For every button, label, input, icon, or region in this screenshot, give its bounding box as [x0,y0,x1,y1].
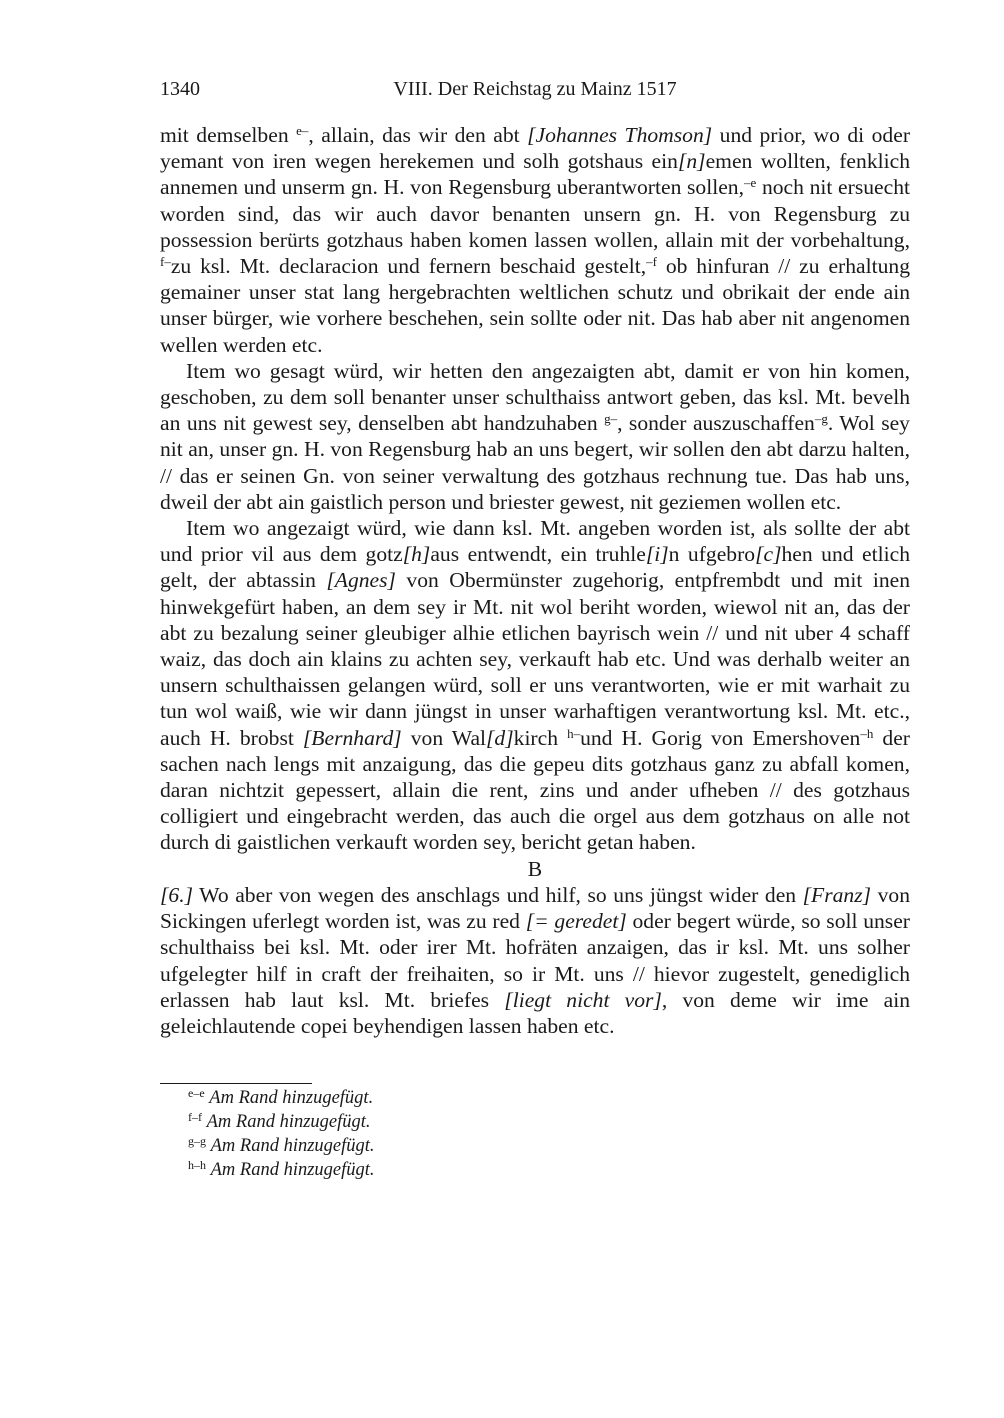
footnote-rule [160,1083,312,1084]
text-run: von Sickingen uferlegt worden ist, was zu red [160,882,910,934]
text-run: . Wol sey nit an, unser gn. H. von Regensburg hab an uns begert, wir sollen den abt darzu halten, // das er seinen Gn. von seiner verwaltung des gotzhaus rechnung tue. Das hab uns, dweil der abt ain gaistlich person und briester gewest, nit geziemen wollen etc. [160,411,910,514]
footnote-mark: g–g [188,1134,206,1149]
footnote [188,1110,910,1134]
text-run: Wo aber von wegen des anschlags und hilf, so uns jüngst wider den [193,882,803,907]
footnote [188,1158,910,1182]
editorial-insertion: [Agnes] [326,568,396,593]
paragraph [160,515,910,856]
editorial-insertion: [= geredet] [525,909,627,934]
text-run: von Wal [401,725,487,750]
text-run: , allain, das wir den abt [308,123,528,147]
footnote-reference: –g [814,411,828,427]
text-run: und prior, wo di oder yemant von iren wegen herekemen und solh gotshaus ein [160,123,911,174]
text-run: ob hinfuran // zu erhaltung gemainer unser stat lang hergebrachten weltlichen schutz und obrikait der ende ain unser bürger, wie vorhere beschehen, sein sollte oder nit. Das hab aber nit angenomen wellen werden etc. [160,254,910,357]
footnote-reference: –h [860,725,874,741]
footnote-text: Am Rand hinzugefügt. [209,1088,374,1109]
editorial-insertion: [n] [677,149,706,174]
text-run: aus entwendt, ein truhle [430,542,646,567]
paragraph [160,122,910,358]
editorial-insertion: [liegt nicht vor] [504,987,662,1012]
editorial-insertion: [Bernhard] [302,725,402,750]
text-run: mit demselben [160,123,297,147]
text-run: noch nit ersuecht worden sind, das wir auch davor benanten unsern gn. H. von Regensburg zu possession berürts gotzhaus haben komen lassen wollen, allain mit der vorbehaltung, [160,175,910,252]
editorial-insertion: [Franz] [802,882,872,907]
footnote [188,1086,910,1110]
footnote-reference: g– [604,411,618,427]
text-run: Item wo gesagt würd, wir hetten den angezaigten abt, damit er von hin komen, geschoben, zu dem soll benanter unser schulthaiss antwort geben, das ksl. Mt. bevelh an uns nit gewest sey, denselben abt handzuhaben [160,358,910,436]
text-run: kirch [513,725,568,750]
footnote-reference: –e [744,175,757,191]
editorial-insertion: [h] [402,542,431,567]
editorial-insertion: [6.] [160,882,194,907]
text-run: und H. Gorig von Emershoven [580,725,861,750]
text-run: , sonder auszuschaffen [617,411,815,436]
text-run: von Obermünster zugehorig, entpfrembdt und mit inen hinwekgefürt haben, an dem sey ir Mt. nit wol beriht worden, wiewol nit an, das der abt zu bezalung seiner gleubiger alhie etlichen bayrisch wein // und nit uber 4 schaff waiz, das doch ain klains zu achten sey, verkauft hab etc. Und was derhalb weiter an unsern schulthaissen gelangen würd, soll er uns verantworten, wie er mit warhait zu tun wol waiß, wie wir dann jüngst in unser warhaftigen verantwortung ksl. Mt. etc., auch H. brobst [160,568,910,750]
footnotes [160,1086,910,1182]
text-run: zu ksl. Mt. declaracion und fernern beschaid gestelt, [170,254,647,279]
editorial-insertion: [d] [486,725,514,750]
paragraph [160,358,910,515]
footnote [188,1134,910,1158]
text-run: oder begert würde, so soll unser schulthaiss bei ksl. Mt. oder irer Mt. hofräten anzaigen, das ir ksl. Mt. uns solher ufgelegter hilf in craft der freihaiten, so ir Mt. uns // hievor zugestelt, genediglich erlassen hab laut ksl. Mt. briefes [160,909,910,1012]
text-run: Item wo angezaigt würd, wie dann ksl. Mt. angeben worden ist, als sollte der abt und prior vil aus dem gotz [160,516,910,567]
editorial-insertion: [i] [645,542,669,567]
footnote-text: Am Rand hinzugefügt. [210,1160,375,1181]
text-run: emen wollten, fenklich annemen und unserm gn. H. von Regensburg uberantworten sollen, [160,149,910,200]
text-run: , von deme wir ime ain geleichlautende copei beyhendigen lassen haben etc. [160,987,910,1038]
editorial-insertion: [Johannes Thomson] [527,123,713,147]
footnote-text: Am Rand hinzugefügt. [206,1112,371,1133]
running-title: VIII. Der Reichstag zu Mainz 1517 [393,78,677,100]
text-run: der sachen nach lengs mit anzaigung, das die gepeu dits gotzhaus ganz zu abfall komen, daran nichtzit gepessert, allain die rent, zins und ander ufheben // des gotzhaus colligiert und eingebracht werden, das auch die orgel aus dem gotzhaus on alle not durch di gaistlichen verkauft worden sey, bericht getan haben. [160,725,910,855]
text-run: n ufgebro [668,542,756,567]
footnote-text: Am Rand hinzugefügt. [210,1136,375,1157]
footnote-reference: –f [646,254,657,270]
paragraph [160,882,910,1039]
page-header [160,78,910,108]
footnote-reference: h– [567,725,581,741]
document-page [160,78,910,1182]
footnote-reference: e– [296,123,309,138]
footnote-reference: f– [160,254,171,270]
section-marker: B [527,856,543,881]
editorial-insertion: [c] [755,542,782,567]
page-number: 1340 [160,78,200,100]
body-text [160,122,910,1039]
footnote-mark: f–f [188,1110,202,1125]
footnote-mark: e–e [188,1086,205,1101]
footnote-mark: h–h [188,1158,206,1173]
text-run: hen und etlich gelt, der abtassin [160,542,910,593]
